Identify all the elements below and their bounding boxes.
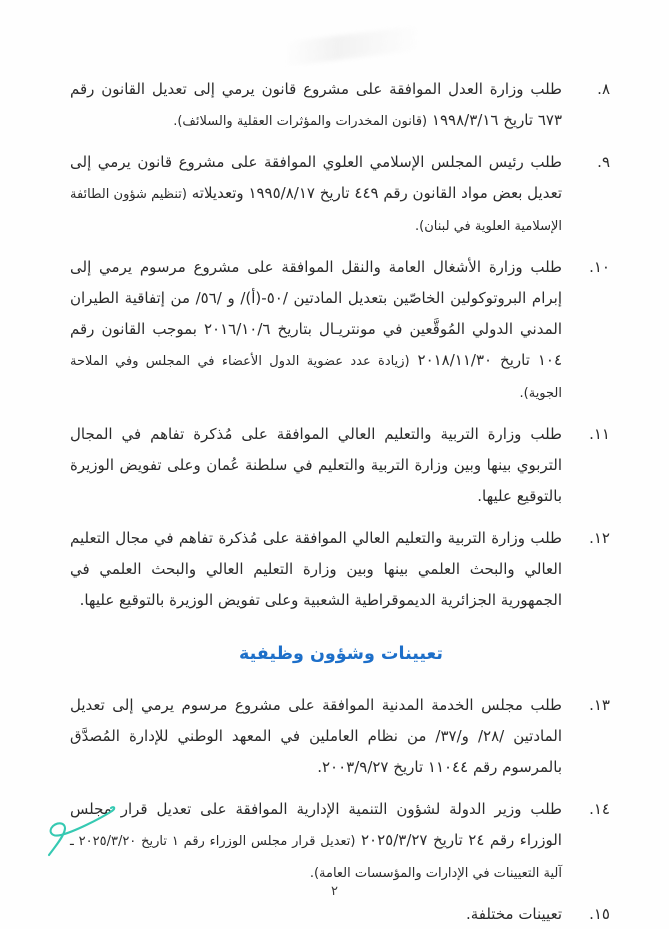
item-text: طلب رئيس المجلس الإسلامي العلوي الموافقة على مشروع قانون يرمي إلى تعديل بعض مواد القانون رقم ٤٤٩ تاريخ ١٩٩٥/٨/١٧ وتعديلاته bbox=[70, 153, 562, 202]
agenda-item-9 bbox=[70, 147, 612, 242]
scan-smudge bbox=[277, 25, 429, 67]
item-text: طلب وزارة العدل الموافقة على مشروع قانون يرمي إلى تعديل القانون رقم ٦٧٣ تاريخ ١٩٩٨/٣/١٦ bbox=[70, 80, 562, 129]
item-text: طلب وزارة التربية والتعليم العالي الموافقة على مُذكرة تفاهم في مجال التعليم العالي والبحث العلمي بينها وبين وزارة التعليم العالي والبحث العلمي في الجمهورية الجزائرية الديموقراطية الشعبية وعلى تفويض الوزيرة بالتوقيع عليها. bbox=[70, 529, 562, 609]
item-text: طلب وزارة التربية والتعليم العالي الموافقة على مُذكرة تفاهم في المجال التربوي بينها وبين وزارة التربية والتعليم في سلطنة عُمان وعلى تفويض الوزيرة بالتوقيع عليها. bbox=[70, 425, 562, 505]
pen-stroke bbox=[49, 807, 114, 855]
agenda-item-13 bbox=[70, 690, 612, 784]
item-number: ١٤. bbox=[589, 800, 610, 818]
item-text: طلب وزارة الأشغال العامة والنقل الموافقة على مشروع مرسوم يرمي إلى إبرام البروتوكولين الخاصّين بتعديل المادتين /٥٠-(أ)/ و /٥٦/ من إتفاقية الطيران المدني الدولي المُوقَّعين في مونتريـال بتاريخ ٢٠١٦/١٠/٦ بموجب القانون رقم ١٠٤ تاريخ ٢٠١٨/١١/٣٠ bbox=[70, 258, 562, 369]
item-note: (تنظيم شؤون الطائفة الإسلامية العلوية في لبنان). bbox=[70, 187, 562, 234]
item-note: (قانون المخدرات والمؤثرات العقلية والسلائف). bbox=[173, 114, 428, 129]
item-number: ١٠. bbox=[589, 258, 610, 276]
item-text: تعيينات مختلفة. bbox=[465, 905, 562, 923]
item-text: طلب وزير الدولة لشؤون التنمية الإدارية الموافقة على تعديل قرار مجلس الوزراء رقم ٢٤ تاريخ ٢٠٢٥/٣/٢٧ bbox=[70, 800, 562, 849]
page-number: ٢ bbox=[331, 884, 338, 899]
item-text: طلب مجلس الخدمة المدنية الموافقة على مشروع مرسوم يرمي إلى تعديل المادتين /٢٨/ و/٣٧/ من نظام العاملين في المعهد الوطني للإدارة المُصدَّق بالمرسوم رقم ١١٠٤٤ تاريخ ٢٠٠٣/٩/٢٧. bbox=[70, 696, 562, 776]
section-heading: تعيينات وشؤون وظيفية bbox=[239, 644, 443, 664]
agenda-list bbox=[70, 74, 612, 941]
item-number: ١٥. bbox=[589, 905, 610, 923]
item-number: ٩. bbox=[597, 153, 610, 171]
agenda-item-11 bbox=[70, 419, 612, 513]
handwritten-pen-mark bbox=[40, 804, 120, 862]
item-note: (زيادة عدد عضوية الدول الأعضاء في المجلس وفي الملاحة الجوية). bbox=[70, 354, 562, 401]
item-number: ١٢. bbox=[589, 529, 610, 547]
agenda-item-15 bbox=[70, 899, 612, 931]
agenda-item-8 bbox=[70, 74, 612, 137]
agenda-item-14 bbox=[70, 794, 612, 889]
item-number: ١١. bbox=[589, 425, 610, 443]
agenda-item-12 bbox=[70, 523, 612, 617]
item-number: ١٣. bbox=[589, 696, 610, 714]
item-note: (تعديل قرار مجلس الوزراء رقم ١ تاريخ ٢٠٢٥/٣/٢٠ ـ آلية التعيينات في الإدارات والمؤسسات العامة). bbox=[70, 834, 562, 881]
item-number: ٨. bbox=[597, 80, 610, 98]
agenda-item-10 bbox=[70, 252, 612, 409]
